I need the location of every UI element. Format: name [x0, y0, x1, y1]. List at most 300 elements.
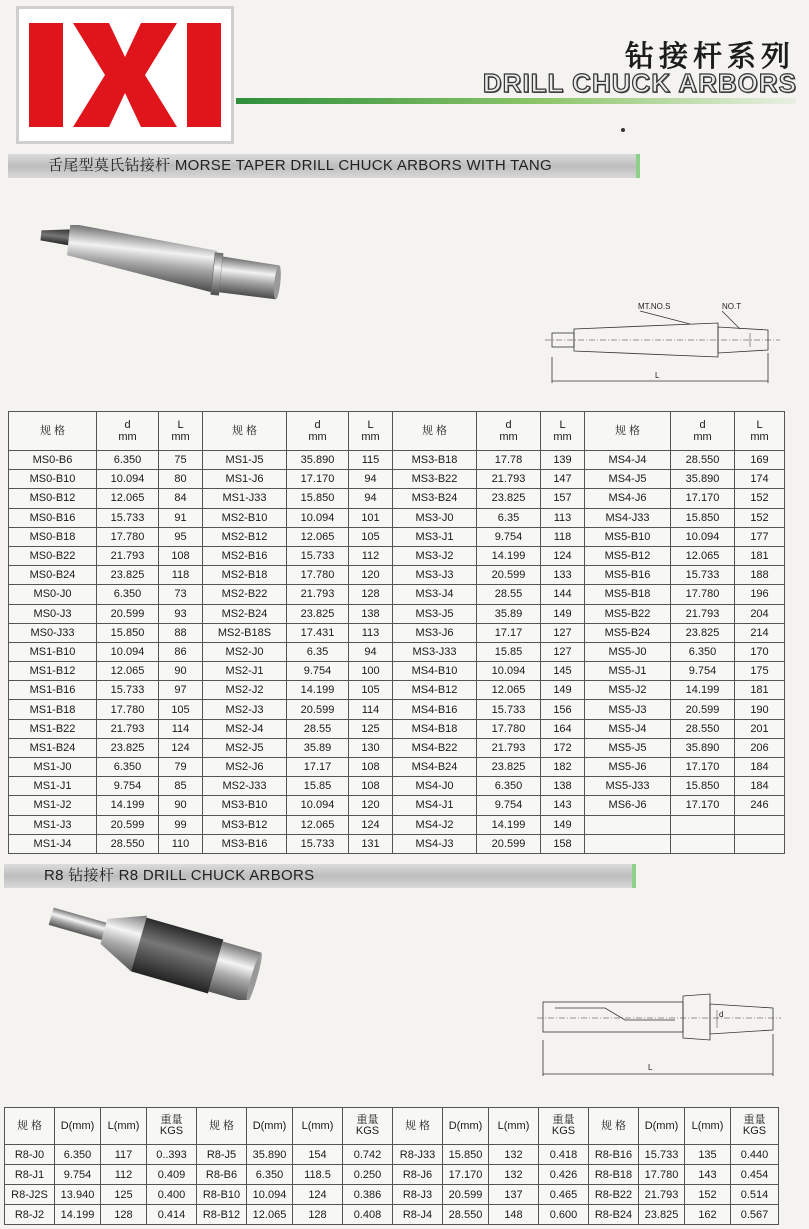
table-cell: 9.754 — [671, 662, 735, 681]
column-header-d: D(mm) — [247, 1108, 293, 1145]
table-cell: 17.780 — [671, 585, 735, 604]
table-cell: MS5-J1 — [585, 662, 671, 681]
table-cell: MS5-J33 — [585, 777, 671, 796]
table-cell: 113 — [541, 508, 585, 527]
table-cell: MS5-J5 — [585, 738, 671, 757]
table-cell: MS6-J6 — [585, 796, 671, 815]
table-cell: 101 — [349, 508, 393, 527]
table-cell: 14.199 — [55, 1205, 101, 1225]
table-cell: 184 — [735, 758, 785, 777]
table-cell: 112 — [101, 1165, 147, 1185]
table-cell: 0.567 — [731, 1205, 779, 1225]
table-cell: 182 — [541, 758, 585, 777]
table-cell: MS1-B24 — [9, 738, 97, 757]
column-header-l: L mm — [349, 412, 393, 451]
table-cell: 12.065 — [671, 546, 735, 565]
table-cell: 23.825 — [671, 623, 735, 642]
table-row — [9, 777, 785, 796]
table-cell: 15.733 — [639, 1145, 685, 1165]
table-cell: R8-J5 — [197, 1145, 247, 1165]
column-header-d: d mm — [287, 412, 349, 451]
table-cell: 137 — [489, 1185, 539, 1205]
table-cell: R8-B10 — [197, 1185, 247, 1205]
table-cell: MS2-J3 — [203, 700, 287, 719]
table-cell: 118.5 — [293, 1165, 343, 1185]
table-row — [9, 604, 785, 623]
table-cell: MS3-B24 — [393, 489, 477, 508]
table-cell: 23.825 — [97, 738, 159, 757]
table-cell: 17.78 — [477, 451, 541, 470]
morse-taper-spec-table — [8, 411, 785, 854]
table-cell: MS3-B12 — [203, 815, 287, 834]
morse-taper-arbor-photo — [30, 225, 290, 315]
table-cell: 181 — [735, 546, 785, 565]
table-cell: MS3-J6 — [393, 623, 477, 642]
table-cell: 73 — [159, 585, 203, 604]
table-cell: 6.350 — [247, 1165, 293, 1185]
table-cell: 181 — [735, 681, 785, 700]
table-cell: MS1-B12 — [9, 662, 97, 681]
table-cell: 6.350 — [97, 585, 159, 604]
table-cell: 124 — [349, 815, 393, 834]
table-cell: 190 — [735, 700, 785, 719]
table-row — [5, 1165, 779, 1185]
table-cell: 6.35 — [287, 642, 349, 661]
page-title-english: DRILL CHUCK ARBORS — [482, 68, 797, 98]
table-cell: 90 — [159, 796, 203, 815]
table-cell: R8-J2 — [5, 1205, 55, 1225]
table-cell: 152 — [735, 508, 785, 527]
table-cell: 35.890 — [287, 451, 349, 470]
table-row — [9, 796, 785, 815]
table-cell: 17.170 — [671, 758, 735, 777]
table-cell: 15.850 — [443, 1145, 489, 1165]
column-header-weight: 重量 KGS — [343, 1108, 393, 1145]
table-cell: 0.400 — [147, 1185, 197, 1205]
table-cell: MS3-B16 — [203, 834, 287, 853]
table-cell: MS3-J0 — [393, 508, 477, 527]
table-cell: 13.940 — [55, 1185, 101, 1205]
table-cell: 124 — [293, 1185, 343, 1205]
table-cell: MS2-J5 — [203, 738, 287, 757]
table-cell: 17.170 — [443, 1165, 489, 1185]
table-cell: 95 — [159, 527, 203, 546]
table-cell: R8-J33 — [393, 1145, 443, 1165]
table-cell: R8-B22 — [589, 1185, 639, 1205]
table-cell: 15.733 — [287, 834, 349, 853]
table-cell: 20.599 — [97, 604, 159, 623]
table-row — [9, 834, 785, 853]
table-cell: 214 — [735, 623, 785, 642]
table-cell: MS0-J33 — [9, 623, 97, 642]
table-row — [9, 527, 785, 546]
table-cell: 145 — [541, 662, 585, 681]
table-cell: 10.094 — [287, 796, 349, 815]
table-cell: 6.350 — [97, 758, 159, 777]
table-cell: 175 — [735, 662, 785, 681]
table-cell: 9.754 — [97, 777, 159, 796]
table-cell: MS3-B10 — [203, 796, 287, 815]
table-cell: 12.065 — [287, 527, 349, 546]
table-row — [9, 719, 785, 738]
table-cell: R8-B16 — [589, 1145, 639, 1165]
table-row — [9, 546, 785, 565]
column-header-spec: 规 格 — [5, 1108, 55, 1145]
column-header-spec: 规 格 — [393, 1108, 443, 1145]
table-cell: MS1-J1 — [9, 777, 97, 796]
table-cell: MS5-B24 — [585, 623, 671, 642]
table-cell: 204 — [735, 604, 785, 623]
table-cell: 21.793 — [287, 585, 349, 604]
table-cell: 0.514 — [731, 1185, 779, 1205]
table-cell: 100 — [349, 662, 393, 681]
table-cell: MS5-J2 — [585, 681, 671, 700]
table-cell: 28.550 — [671, 719, 735, 738]
table-cell: MS1-B16 — [9, 681, 97, 700]
table-cell: 23.825 — [477, 758, 541, 777]
table-cell: 108 — [349, 758, 393, 777]
column-header-l: L(mm) — [293, 1108, 343, 1145]
table-cell: MS1-J5 — [203, 451, 287, 470]
table-cell: 143 — [685, 1165, 731, 1185]
table-cell: MS2-B18 — [203, 566, 287, 585]
table-cell: MS5-B16 — [585, 566, 671, 585]
table-cell: 17.780 — [287, 566, 349, 585]
table-row — [9, 585, 785, 604]
table-cell: 152 — [735, 489, 785, 508]
table-cell: MS5-J0 — [585, 642, 671, 661]
column-header-weight: 重量 KGS — [147, 1108, 197, 1145]
column-header-d: D(mm) — [55, 1108, 101, 1145]
table-row — [5, 1145, 779, 1165]
table-cell: 84 — [159, 489, 203, 508]
table-cell: 90 — [159, 662, 203, 681]
table-cell: 128 — [101, 1205, 147, 1225]
table-cell: 115 — [349, 451, 393, 470]
table-cell: 114 — [159, 719, 203, 738]
column-header-spec: 规 格 — [589, 1108, 639, 1145]
table-cell: 0.418 — [539, 1145, 589, 1165]
table-cell — [671, 834, 735, 853]
table-cell: 6.350 — [55, 1145, 101, 1165]
table-cell: 28.550 — [671, 451, 735, 470]
table-cell: 21.793 — [97, 546, 159, 565]
table-cell: MS0-J3 — [9, 604, 97, 623]
table-cell: 15.733 — [97, 681, 159, 700]
table-cell: 14.199 — [671, 681, 735, 700]
table-cell: 138 — [541, 777, 585, 796]
table-cell: MS1-J4 — [9, 834, 97, 853]
table-cell: 138 — [349, 604, 393, 623]
table-cell: 162 — [685, 1205, 731, 1225]
table-cell: 114 — [349, 700, 393, 719]
column-header-spec: 规 格 — [393, 412, 477, 451]
table-cell: 94 — [349, 642, 393, 661]
table-cell: MS2-B10 — [203, 508, 287, 527]
table-cell: 21.793 — [477, 738, 541, 757]
table-cell: 0.600 — [539, 1205, 589, 1225]
brand-logo — [16, 6, 234, 144]
table-cell: R8-B24 — [589, 1205, 639, 1225]
table-cell: 139 — [541, 451, 585, 470]
table-cell: 20.599 — [443, 1185, 489, 1205]
table-cell: 93 — [159, 604, 203, 623]
r8-arbor-drawing — [535, 990, 785, 1080]
table-cell: 6.350 — [671, 642, 735, 661]
table-cell: 20.599 — [477, 834, 541, 853]
table-cell: 110 — [159, 834, 203, 853]
drawing-label-d: d — [719, 1010, 724, 1019]
table-cell: 132 — [489, 1165, 539, 1185]
table-cell: 12.065 — [477, 681, 541, 700]
table-cell: 117 — [101, 1145, 147, 1165]
table-cell: 143 — [541, 796, 585, 815]
table-cell: 10.094 — [247, 1185, 293, 1205]
table-cell: 105 — [159, 700, 203, 719]
table-cell: MS4-J33 — [585, 508, 671, 527]
table-cell: MS4-B10 — [393, 662, 477, 681]
table-cell: 128 — [349, 585, 393, 604]
table-cell: MS0-B22 — [9, 546, 97, 565]
table-row — [9, 815, 785, 834]
column-header-weight: 重量 KGS — [539, 1108, 589, 1145]
table-cell: 108 — [349, 777, 393, 796]
table-cell: MS4-B12 — [393, 681, 477, 700]
table-cell — [735, 815, 785, 834]
table-cell: 21.793 — [97, 719, 159, 738]
table-cell: 28.550 — [97, 834, 159, 853]
table-cell: 9.754 — [287, 662, 349, 681]
column-header-l: L mm — [541, 412, 585, 451]
drawing-label-length: L — [648, 1063, 653, 1072]
table-cell: 91 — [159, 508, 203, 527]
table-cell: MS3-J4 — [393, 585, 477, 604]
table-cell: 35.89 — [287, 738, 349, 757]
table-cell: 158 — [541, 834, 585, 853]
table-cell: 35.890 — [671, 738, 735, 757]
table-cell: 10.094 — [97, 470, 159, 489]
table-cell: 80 — [159, 470, 203, 489]
table-cell: 147 — [541, 470, 585, 489]
table-cell: 17.780 — [477, 719, 541, 738]
table-cell: 14.199 — [477, 546, 541, 565]
table-cell: 120 — [349, 796, 393, 815]
table-cell: 157 — [541, 489, 585, 508]
table-cell: 125 — [349, 719, 393, 738]
column-header-d: d mm — [671, 412, 735, 451]
table-cell: MS2-J6 — [203, 758, 287, 777]
table-cell — [735, 834, 785, 853]
table-cell: 15.85 — [477, 642, 541, 661]
column-header-l: L(mm) — [489, 1108, 539, 1145]
table-cell: 21.793 — [671, 604, 735, 623]
table-cell: MS1-B18 — [9, 700, 97, 719]
table-cell: 113 — [349, 623, 393, 642]
table-cell: 79 — [159, 758, 203, 777]
table-cell: MS4-B22 — [393, 738, 477, 757]
table-cell: 154 — [293, 1145, 343, 1165]
table-cell: 170 — [735, 642, 785, 661]
table-cell: 85 — [159, 777, 203, 796]
table-cell: MS5-J6 — [585, 758, 671, 777]
table-cell: 174 — [735, 470, 785, 489]
table-cell: 15.733 — [97, 508, 159, 527]
table-cell: 21.793 — [477, 470, 541, 489]
morse-taper-arbor-drawing — [540, 295, 790, 390]
table-cell: 135 — [685, 1145, 731, 1165]
table-cell: 9.754 — [55, 1165, 101, 1185]
table-cell: 28.55 — [477, 585, 541, 604]
table-cell: MS2-J1 — [203, 662, 287, 681]
table-cell: 184 — [735, 777, 785, 796]
table-cell: 133 — [541, 566, 585, 585]
table-cell: 94 — [349, 470, 393, 489]
table-cell: 124 — [541, 546, 585, 565]
table-cell: R8-J2S — [5, 1185, 55, 1205]
table-cell: 23.825 — [639, 1205, 685, 1225]
table-cell: MS5-B12 — [585, 546, 671, 565]
table-cell: 144 — [541, 585, 585, 604]
table-cell — [585, 815, 671, 834]
column-header-d: D(mm) — [639, 1108, 685, 1145]
table-cell: MS3-J1 — [393, 527, 477, 546]
table-cell: 23.825 — [477, 489, 541, 508]
table-cell: 127 — [541, 623, 585, 642]
column-header-l: L mm — [159, 412, 203, 451]
table-cell: MS1-J3 — [9, 815, 97, 834]
table-cell: MS1-J0 — [9, 758, 97, 777]
table-cell: MS3-B18 — [393, 451, 477, 470]
table-cell: MS4-B16 — [393, 700, 477, 719]
table-cell: 148 — [489, 1205, 539, 1225]
table-cell: 15.733 — [477, 700, 541, 719]
table-cell: MS0-B12 — [9, 489, 97, 508]
table-cell: R8-B12 — [197, 1205, 247, 1225]
table-cell: R8-B18 — [589, 1165, 639, 1185]
table-cell: 12.065 — [97, 662, 159, 681]
table-cell: 15.733 — [287, 546, 349, 565]
table-cell: R8-J3 — [393, 1185, 443, 1205]
table-cell: 6.350 — [97, 451, 159, 470]
table-cell: 14.199 — [477, 815, 541, 834]
table-cell: MS1-J6 — [203, 470, 287, 489]
drawing-label-length: L — [655, 371, 660, 380]
table-row — [9, 681, 785, 700]
table-cell: 131 — [349, 834, 393, 853]
table-row — [9, 489, 785, 508]
column-header-l: L(mm) — [685, 1108, 731, 1145]
table-cell: MS2-B22 — [203, 585, 287, 604]
table-cell: 130 — [349, 738, 393, 757]
table-cell: 99 — [159, 815, 203, 834]
table-row — [9, 662, 785, 681]
table-cell: 17.780 — [639, 1165, 685, 1185]
table-cell: 108 — [159, 546, 203, 565]
table-cell: MS2-J0 — [203, 642, 287, 661]
table-cell: 23.825 — [287, 604, 349, 623]
table-row — [9, 470, 785, 489]
table-cell: 0.454 — [731, 1165, 779, 1185]
table-cell: 201 — [735, 719, 785, 738]
table-cell: MS2-J33 — [203, 777, 287, 796]
table-cell: 0.408 — [343, 1205, 393, 1225]
table-header-row — [9, 412, 785, 451]
table-cell: 9.754 — [477, 527, 541, 546]
table-cell: MS3-J3 — [393, 566, 477, 585]
column-header-spec: 规 格 — [585, 412, 671, 451]
table-cell: 14.199 — [97, 796, 159, 815]
table-cell: MS1-B10 — [9, 642, 97, 661]
table-cell: MS4-J2 — [393, 815, 477, 834]
table-cell: MS4-B24 — [393, 758, 477, 777]
table-cell: 127 — [541, 642, 585, 661]
page-title-chinese: 钻接杆系列 — [624, 39, 795, 73]
table-row — [9, 623, 785, 642]
table-cell: 196 — [735, 585, 785, 604]
column-header-spec: 规 格 — [9, 412, 97, 451]
table-cell: 172 — [541, 738, 585, 757]
table-cell: 35.890 — [247, 1145, 293, 1165]
table-cell: 118 — [541, 527, 585, 546]
table-cell: MS0-B6 — [9, 451, 97, 470]
table-cell: R8-J4 — [393, 1205, 443, 1225]
table-cell: 35.89 — [477, 604, 541, 623]
table-cell: MS2-B18S — [203, 623, 287, 642]
table-cell: 28.550 — [443, 1205, 489, 1225]
table-cell: 0.250 — [343, 1165, 393, 1185]
table-cell: MS5-J4 — [585, 719, 671, 738]
table-cell: MS3-B22 — [393, 470, 477, 489]
table-row — [9, 508, 785, 527]
r8-spec-table — [4, 1107, 779, 1225]
table-cell: MS3-J5 — [393, 604, 477, 623]
table-cell: 12.065 — [247, 1205, 293, 1225]
table-cell — [585, 834, 671, 853]
table-cell: MS2-J2 — [203, 681, 287, 700]
table-cell: 17.780 — [97, 527, 159, 546]
table-cell: 120 — [349, 566, 393, 585]
table-cell: 28.55 — [287, 719, 349, 738]
table-cell: MS2-B24 — [203, 604, 287, 623]
column-header-spec: 规 格 — [197, 1108, 247, 1145]
table-cell: MS5-J3 — [585, 700, 671, 719]
table-cell: 0.386 — [343, 1185, 393, 1205]
table-cell: 15.850 — [671, 508, 735, 527]
table-cell: MS4-J3 — [393, 834, 477, 853]
table-cell: 94 — [349, 489, 393, 508]
table-cell: 21.793 — [639, 1185, 685, 1205]
table-cell: MS0-B18 — [9, 527, 97, 546]
table-cell: 15.850 — [287, 489, 349, 508]
table-cell: MS5-B10 — [585, 527, 671, 546]
table-cell: 15.733 — [671, 566, 735, 585]
r8-arbor-photo — [38, 900, 278, 1000]
table-cell: 14.199 — [287, 681, 349, 700]
table-header-row — [5, 1108, 779, 1145]
table-cell: 20.599 — [477, 566, 541, 585]
table-cell: 9.754 — [477, 796, 541, 815]
table-cell: MS5-B22 — [585, 604, 671, 623]
table-cell: 10.094 — [477, 662, 541, 681]
table-row — [9, 566, 785, 585]
table-cell: 0.742 — [343, 1145, 393, 1165]
table-row — [9, 700, 785, 719]
table-cell: 149 — [541, 604, 585, 623]
table-row — [9, 451, 785, 470]
table-cell: 156 — [541, 700, 585, 719]
table-cell: 12.065 — [287, 815, 349, 834]
table-cell: 10.094 — [671, 527, 735, 546]
